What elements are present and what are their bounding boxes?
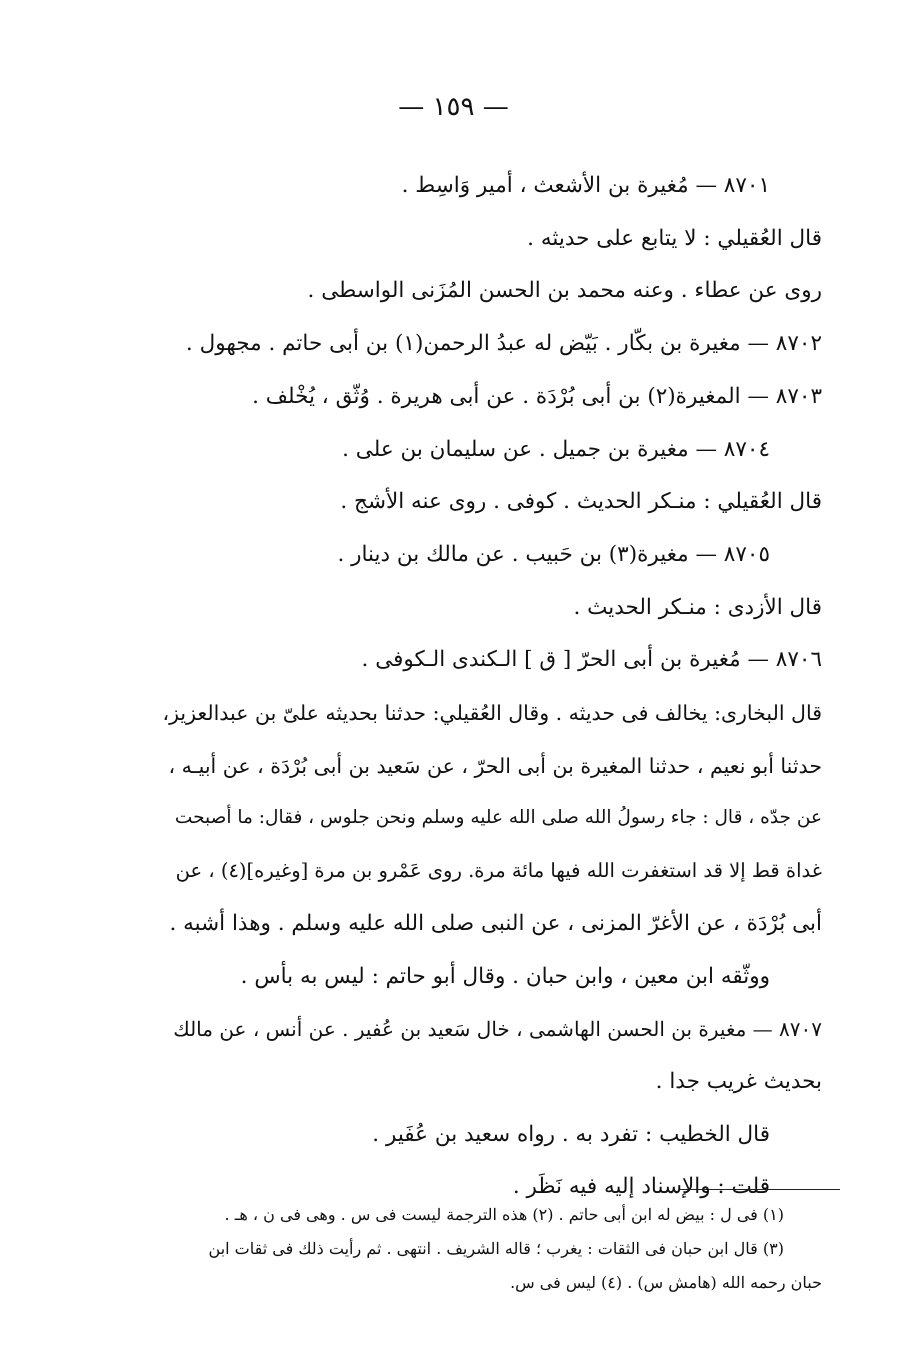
text-line: عن جدّه ، قال : جاء رسولُ الله صلى الله عليه وسلم ونحن جلوس ، فقال: ما أصبحت [174, 807, 822, 829]
text-line: قال الخطيب : تفرد به . رواه سعيد بن عُفَير . [372, 1121, 770, 1147]
text-line: حدثنا أبو نعيم ، حدثنا المغيرة بن أبى الحرّ ، عن سَعيد بن أبى بُرْدَة ، عن أبيـه ، [168, 753, 822, 778]
text-line: قال الأزدى : منـكر الحديث . [573, 594, 822, 620]
text-line: ٨٧٠٤ — مغيرة بن جميل . عن سليمان بن على . [342, 436, 770, 462]
text-line: ٨٧٠١ — مُغيرة بن الأشعث ، أمير وَاسِط . [401, 173, 770, 198]
footnote-line: (٣) قال ابن حبان فى الثقات : يغرب ؛ قاله الشريف . انتهى . ثم رأيت ذلك فى ثقات ابن [208, 1239, 784, 1258]
text-line: قال العُقيلي : لا يتابع على حديثه . [527, 225, 822, 251]
text-line: ٨٧٠٧ — مغيرة بن الحسن الهاشمى ، خال سَعيد بن عُفير . عن أنس ، عن مالك [173, 1017, 822, 1042]
text-line: ٨٧٠٣ — المغيرة(٢) بن أبى بُرْدَة . عن أبى هريرة . وُثّق ، يُخْلف . [252, 383, 822, 409]
footnote-line: (١) فى ل : بيض له ابن أبى حاتم . (٢) هذه الترجمة ليست فى س . وهى فى ن ، هـ . [224, 1205, 784, 1224]
text-line: روى عن عطاء . وعنه محمد بن الحسن المُزَنى الواسطى . [307, 278, 822, 304]
text-line: ٨٧٠٥ — مغيرة(٣) بن حَبيب . عن مالك بن دينار . [337, 541, 770, 567]
text-line: ٨٧٠٦ — مُغيرة بن أبى الحرّ [ ق ] الـكندى الـكوفى . [361, 647, 822, 673]
text-line: غداة قط إلا قد استغفرت الله فيها مائة مرة. روى عَمْرو بن مرة [وغيره](٤) ، عن [175, 859, 822, 883]
text-line: قلت : والإسناد إليه فيه نَظَر . [512, 1174, 770, 1200]
text-line: ٨٧٠٢ — مغيرة بن بكّار . بَيّض له عبدُ الرحمن(١) بن أبى حاتم . مجهول . [185, 331, 822, 357]
text-line: قال العُقيلي : منـكر الحديث . كوفى . روى عنه الأشج . [340, 489, 822, 515]
text-line: بحديث غريب جدا . [655, 1068, 822, 1094]
text-line: أبى بُرْدَة ، عن الأغرّ المزنى ، عن النبى صلى الله عليه وسلم . وهذا أشبه . [169, 910, 822, 936]
body-text [162, 160, 822, 1214]
footnote-divider [680, 1189, 840, 1190]
page-number: — ١٥٩ — [398, 92, 509, 122]
text-line: قال البخارى: يخالف فى حديثه . وقال العُقيلي: حدثنا بحديثه علىّ بن عبدالعزيز، [162, 701, 822, 726]
text-line: ووثّقه ابن معين ، وابن حبان . وقال أبو حاتم : ليس به بأس . [240, 963, 770, 989]
footnote-line: حبان رحمه الله (هامش س) . (٤) ليس فى س. [510, 1273, 822, 1292]
footnotes [162, 1198, 822, 1300]
